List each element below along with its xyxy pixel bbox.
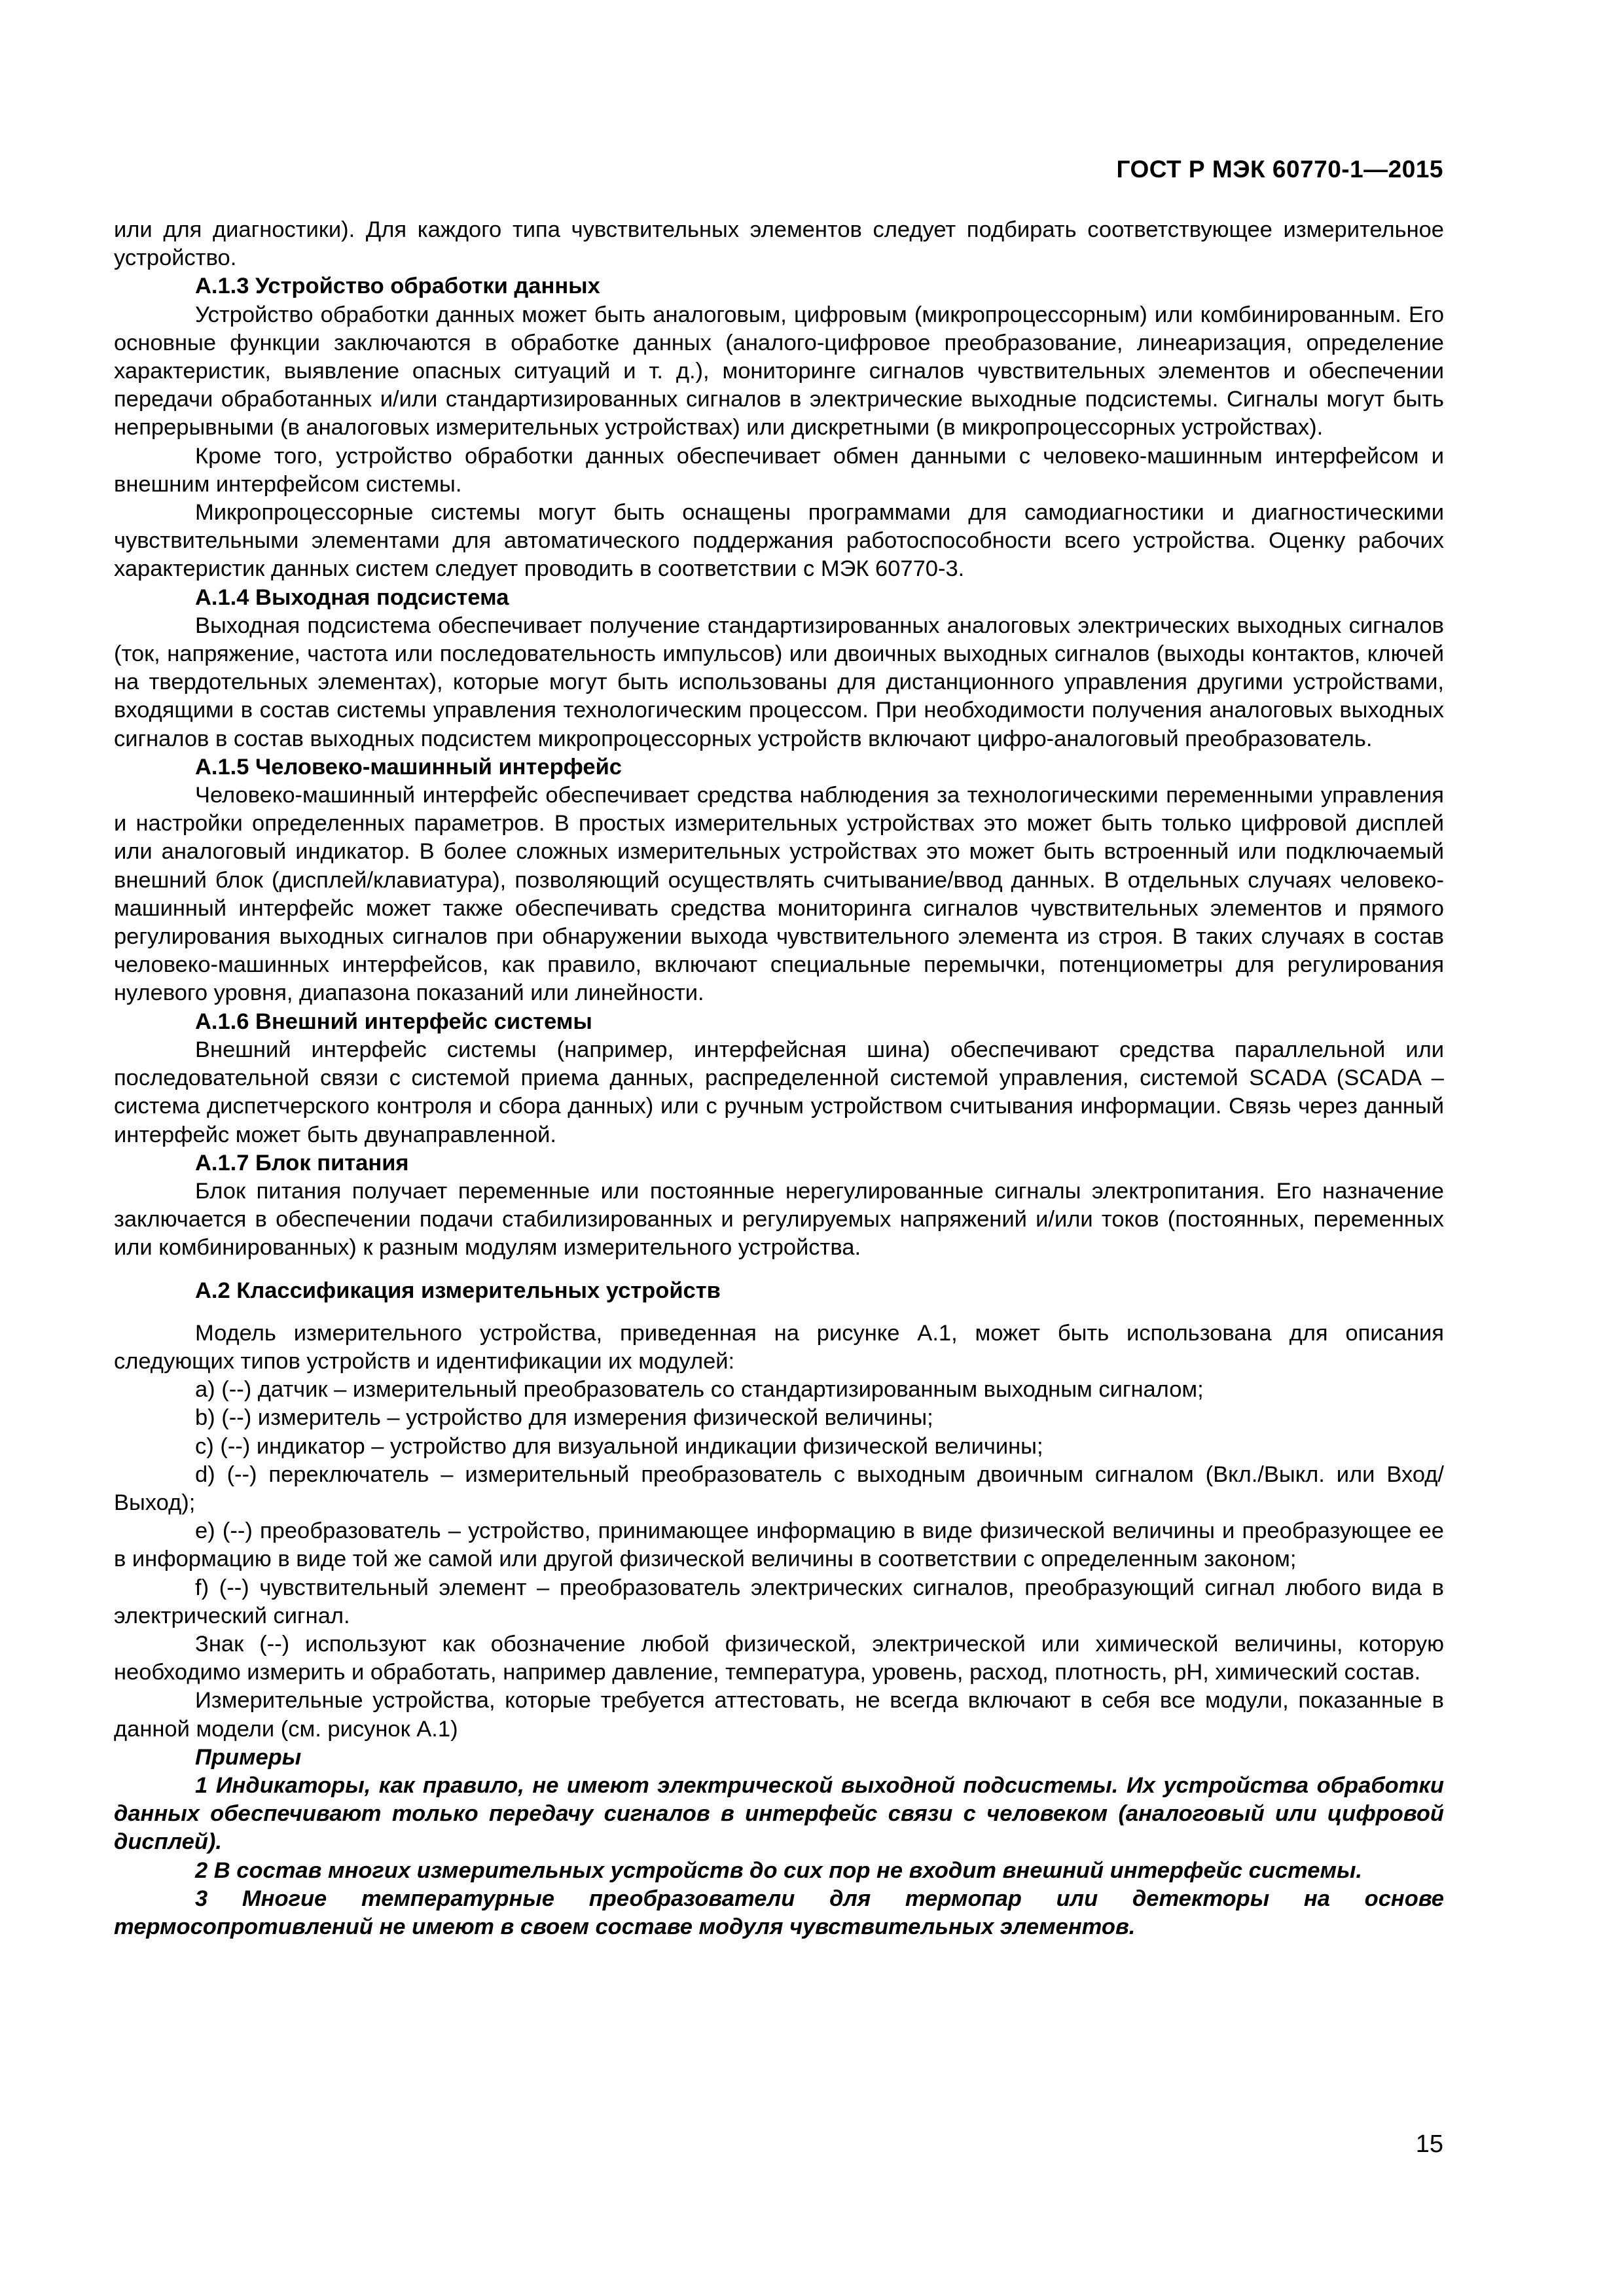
page-number: 15	[1415, 2130, 1443, 2158]
paragraph: Модель измерительного устройства, приведенная на рисунке А.1, может быть использована для описания следующих типов устройств и идентификации их модулей:	[114, 1320, 1444, 1374]
document-body	[114, 216, 1444, 1941]
paragraph-continued: или для диагностики). Для каждого типа чувствительных элементов следует подбирать соответствующее измерительное устройство.	[114, 217, 1444, 271]
paragraph: Измерительные устройства, которые требуется аттестовать, не всегда включают в себя все модули, показанные в данной модели (см. рисунок А.1)	[114, 1688, 1444, 1742]
paragraph: Устройство обработки данных может быть аналоговым, цифровым (микропроцессорным) или комбинированным. Его основные функции заключаются в обработке данных (аналого-цифровое преобразование, линеаризация, определение характеристик, выявление опасных ситуаций и т. д.), мониторинге сигналов чувствительных элементов и обеспечении передачи обработанных и/или стандартизированных сигналов в электрические выходные подсистемы. Сигналы могут быть непрерывными (в аналоговых измерительных устройствах) или дискретными (в микропроцессорных устройствах).	[114, 302, 1444, 440]
document-header: ГОСТ Р МЭК 60770-1—2015	[1116, 156, 1443, 183]
section-heading: А.1.4 Выходная подсистема	[195, 584, 509, 610]
paragraph: f) (--) чувствительный элемент – преобразователь электрических сигналов, преобразующий сигнал любого вида в электрический сигнал.	[114, 1575, 1444, 1628]
paragraph: Микропроцессорные системы могут быть оснащены программами для самодиагностики и диагностическими чувствительными элементами для автоматического поддержания работоспособности всего устройства. Оценку рабочих характеристик данных систем следует проводить в соответствии с МЭК 60770-3.	[114, 500, 1444, 582]
section-heading: А.1.5 Человеко-машинный интерфейс	[195, 754, 622, 780]
example-note: Примеры	[195, 1744, 302, 1770]
example-note: 2 В состав многих измерительных устройств до сих пор не входит внешний интерфейс системы.	[195, 1857, 1363, 1883]
example-note: 1 Индикаторы, как правило, не имеют электрической выходной подсистемы. Их устройства обработки данных обеспечивают только передачу сигналов в интерфейс связи с человеком (аналоговый или цифровой дисплей).	[114, 1772, 1444, 1855]
section-heading: А.1.3 Устройство обработки данных	[195, 274, 600, 299]
paragraph: e) (--) преобразователь – устройство, принимающее информацию в виде физической величины и преобразующее ее в информацию в виде той же самой или другой физической величины в соответствии с определенным законом;	[114, 1518, 1444, 1572]
clause-heading: А.2 Классификация измерительных устройств	[195, 1278, 721, 1303]
paragraph: Внешний интерфейс системы (например, интерфейсная шина) обеспечивают средства параллельной или последовательной связи с системой приема данных, распределенной системой управления, системой SCADA (SCADA – система диспетчерского контроля и сбора данных) или с ручным устройством считывания информации. Связь через данный интерфейс может быть двунаправленной.	[114, 1037, 1444, 1147]
paragraph: Кроме того, устройство обработки данных обеспечивает обмен данными с человеко-машинным интерфейсом и внешним интерфейсом системы.	[114, 443, 1444, 497]
paragraph: Знак (--) используют как обозначение любой физической, электрической или химической величины, которую необходимо измерить и обработать, например давление, температура, уровень, расход, плотность, pH, химический состав.	[114, 1631, 1444, 1685]
paragraph: d) (--) переключатель – измерительный преобразователь с выходным двоичным сигналом (Вкл./Выкл. или Вход/Выход);	[114, 1462, 1444, 1515]
section-heading: А.1.6 Внешний интерфейс системы	[195, 1009, 592, 1034]
example-note: 3 Многие температурные преобразователи для термопар или детекторы на основе термосопротивлений не имеют в своем составе модуля чувствительных элементов.	[114, 1886, 1444, 1939]
paragraph: a) (--) датчик – измерительный преобразователь со стандартизированным выходным сигналом;	[195, 1377, 1204, 1403]
paragraph: b) (--) измеритель – устройство для измерения физической величины;	[195, 1405, 933, 1431]
paragraph: Человеко-машинный интерфейс обеспечивает средства наблюдения за технологическими переменными управления и настройки определенных параметров. В простых измерительных устройствах это может быть только цифровой дисплей или аналоговый индикатор. В более сложных измерительных устройствах это может быть встроенный или подключаемый внешний блок (дисплей/клавиатура), позволяющий осуществлять считывание/ввод данных. В отдельных случаях человеко-машинный интерфейс может также обеспечивать средства мониторинга сигналов чувствительных элементов и прямого регулирования выходных сигналов при обнаружении выхода чувствительного элемента из строя. В таких случаях в состав человеко-машинных интерфейсов, как правило, включают специальные перемычки, потенциометры для регулирования нулевого уровня, диапазона показаний или линейности.	[114, 783, 1444, 1006]
paragraph: c) (--) индикатор – устройство для визуальной индикации физической величины;	[195, 1433, 1043, 1459]
paragraph: Блок питания получает переменные или постоянные нерегулированные сигналы электропитания. Его назначение заключается в обеспечении подачи стабилизированных и регулируемых напряжений и/или токов (постоянных, переменных или комбинированных) к разным модулям измерительного устройства.	[114, 1178, 1444, 1261]
section-heading: А.1.7 Блок питания	[195, 1150, 409, 1175]
paragraph: Выходная подсистема обеспечивает получение стандартизированных аналоговых электрических выходных сигналов (ток, напряжение, частота или последовательность импульсов) или двоичных выходных сигналов (выходы контактов, ключей на твердотельных элементах), которые могут быть использованы для дистанционного управления другими устройствами, входящими в состав системы управления технологическим процессом. При необходимости получения аналоговых выходных сигналов в состав выходных подсистем микропроцессорных устройств включают цифро-аналоговый преобразователь.	[114, 613, 1444, 751]
